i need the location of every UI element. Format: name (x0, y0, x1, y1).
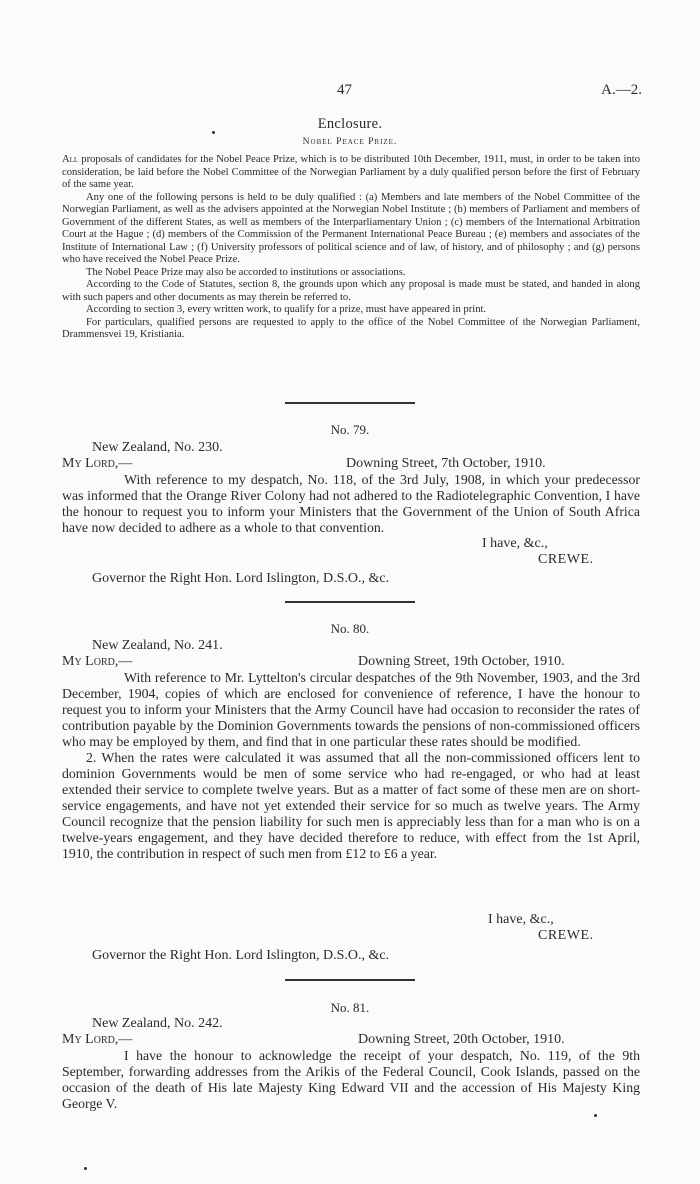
letter-paragraph: I have the honour to acknowledge the receipt of your despatch, No. 119, of the 9th September, forwarding addresses from the Arikis of the Federal Council, Cook Islands, passed on the occasion of the death of His late Majesty King Edward VII and the accession of His Majesty King George V. (62, 1048, 640, 1111)
enclosure-paragraph: According to the Code of Statutes, section 8, the grounds upon which any proposal is made must be stated, and handed in along with such papers and other documents as may therein be referred to. (62, 279, 640, 303)
letter-closing: I have, &c., (488, 912, 554, 927)
letter-signature: CREWE. (538, 928, 594, 943)
letter-addressee: Governor the Right Hon. Lord Islington, D.S.O., &c. (92, 571, 390, 586)
letter-body (62, 1048, 640, 1112)
letter-body (62, 670, 640, 862)
enclosure-paragraph: The Nobel Peace Prize may also be accorded to institutions or associations. (86, 266, 406, 278)
letter-body (62, 472, 640, 536)
letter-number: No. 81. (330, 1000, 370, 1015)
enclosure-title: Enclosure. (317, 116, 383, 132)
letter-signature: CREWE. (538, 552, 594, 567)
letter-paragraph: With reference to Mr. Lyttelton's circular despatches of the 9th November, 1903, and the 3rd December, 1904, copies of which are enclosed for convenience of reference, I have the honour to request you to inform your Ministers that the Army Council have had occasion to reconsider the rates of contribution payable by the Dominion Governments towards the pensions of non-commissioned officers who may be employed by them, and find that in one particular these rates should be modified. (62, 670, 640, 749)
ink-speck (594, 1114, 597, 1117)
letter-salutation: My Lord,— (62, 456, 133, 471)
letter-salutation: My Lord,— (62, 1032, 133, 1047)
enclosure-paragraph (62, 154, 640, 192)
letter-number: No. 80. (330, 621, 370, 636)
page-number: 47 (337, 82, 352, 98)
enclosure-body (62, 154, 640, 342)
letter-closing: I have, &c., (482, 536, 548, 551)
enclosure-lead-word: All (62, 154, 79, 165)
letter-paragraph: With reference to my despatch, No. 118, of the 3rd July, 1908, in which your predecessor was informed that the Orange River Colony had not adhered to the Radiotelegraphic Convention, I have the honour to request you to inform your Ministers that the Government of the Union of South Africa have now decided to adhere as a whole to that convention. (62, 472, 640, 535)
section-divider (285, 979, 415, 981)
enclosure-paragraph: For particulars, qualified persons are requested to apply to the office of the Nobel Committee of the Norwegian Parliament, Drammensvei 19, Kristiania. (62, 316, 640, 340)
section-divider (285, 402, 415, 404)
letter-place-date: Downing Street, 7th October, 1910. (346, 456, 546, 471)
page-reference: A.—2. (601, 82, 642, 98)
letter-paragraph: 2. When the rates were calculated it was assumed that all the non-commissioned officers lent to dominion Governments would be men of some service who had re-engaged, or who had at least extended their service to complete twelve years. But as a matter of fact some of these men are on short-service engagements, and have not yet extended their service for so much as twelve years. The Army Council recognize that the pension liability for such men is appreciably less than for a man who is on a twelve-years engagement, and they have decided therefore to reduce, with effect from the 1st April, 1910, the contribution in respect of such men from £12 to £6 a year. (62, 750, 640, 861)
enclosure-paragraph: Any one of the following persons is held to be duly qualified : (a) Members and late members of the Nobel Committee of the Norwegian Parliament, as well as the advisers appointed at the Norwegian Nobel Institute ; (b) members of Parliament and members of Government of the different States, as well as members of the Interparliamentary Union ; (c) members of the International Arbitration Court at the Hague ; (d) members of the Commission of the Permanent International Peace Bureau ; (e) members and associates of the Institute of International Law ; (f) University professors of political science and of law, of history, and of philosophy ; and (g) persons who have received the Nobel Peace Prize. (62, 191, 640, 265)
enclosure-para1-text: proposals of candidates for the Nobel Peace Prize, which is to be distributed 10th December, 1911, must, in order to be taken into consideration, be laid before the Nobel Committee of the Norwegian Parliament by a duly qualified person before the first of February of the same year. (62, 154, 640, 190)
enclosure-subtitle: Nobel Peace Prize. (302, 137, 398, 147)
letter-place-date: Downing Street, 20th October, 1910. (358, 1032, 565, 1047)
letter-reference: New Zealand, No. 230. (92, 440, 223, 455)
letter-reference: New Zealand, No. 242. (92, 1016, 223, 1031)
letter-number: No. 79. (330, 422, 370, 437)
section-divider (285, 601, 415, 603)
letter-addressee: Governor the Right Hon. Lord Islington, D.S.O., &c. (92, 948, 390, 963)
letter-place-date: Downing Street, 19th October, 1910. (358, 654, 565, 669)
enclosure-paragraph: According to section 3, every written work, to qualify for a prize, must have appeared in print. (86, 304, 487, 315)
letter-reference: New Zealand, No. 241. (92, 638, 223, 653)
ink-speck (84, 1167, 87, 1170)
letter-salutation: My Lord,— (62, 654, 133, 669)
